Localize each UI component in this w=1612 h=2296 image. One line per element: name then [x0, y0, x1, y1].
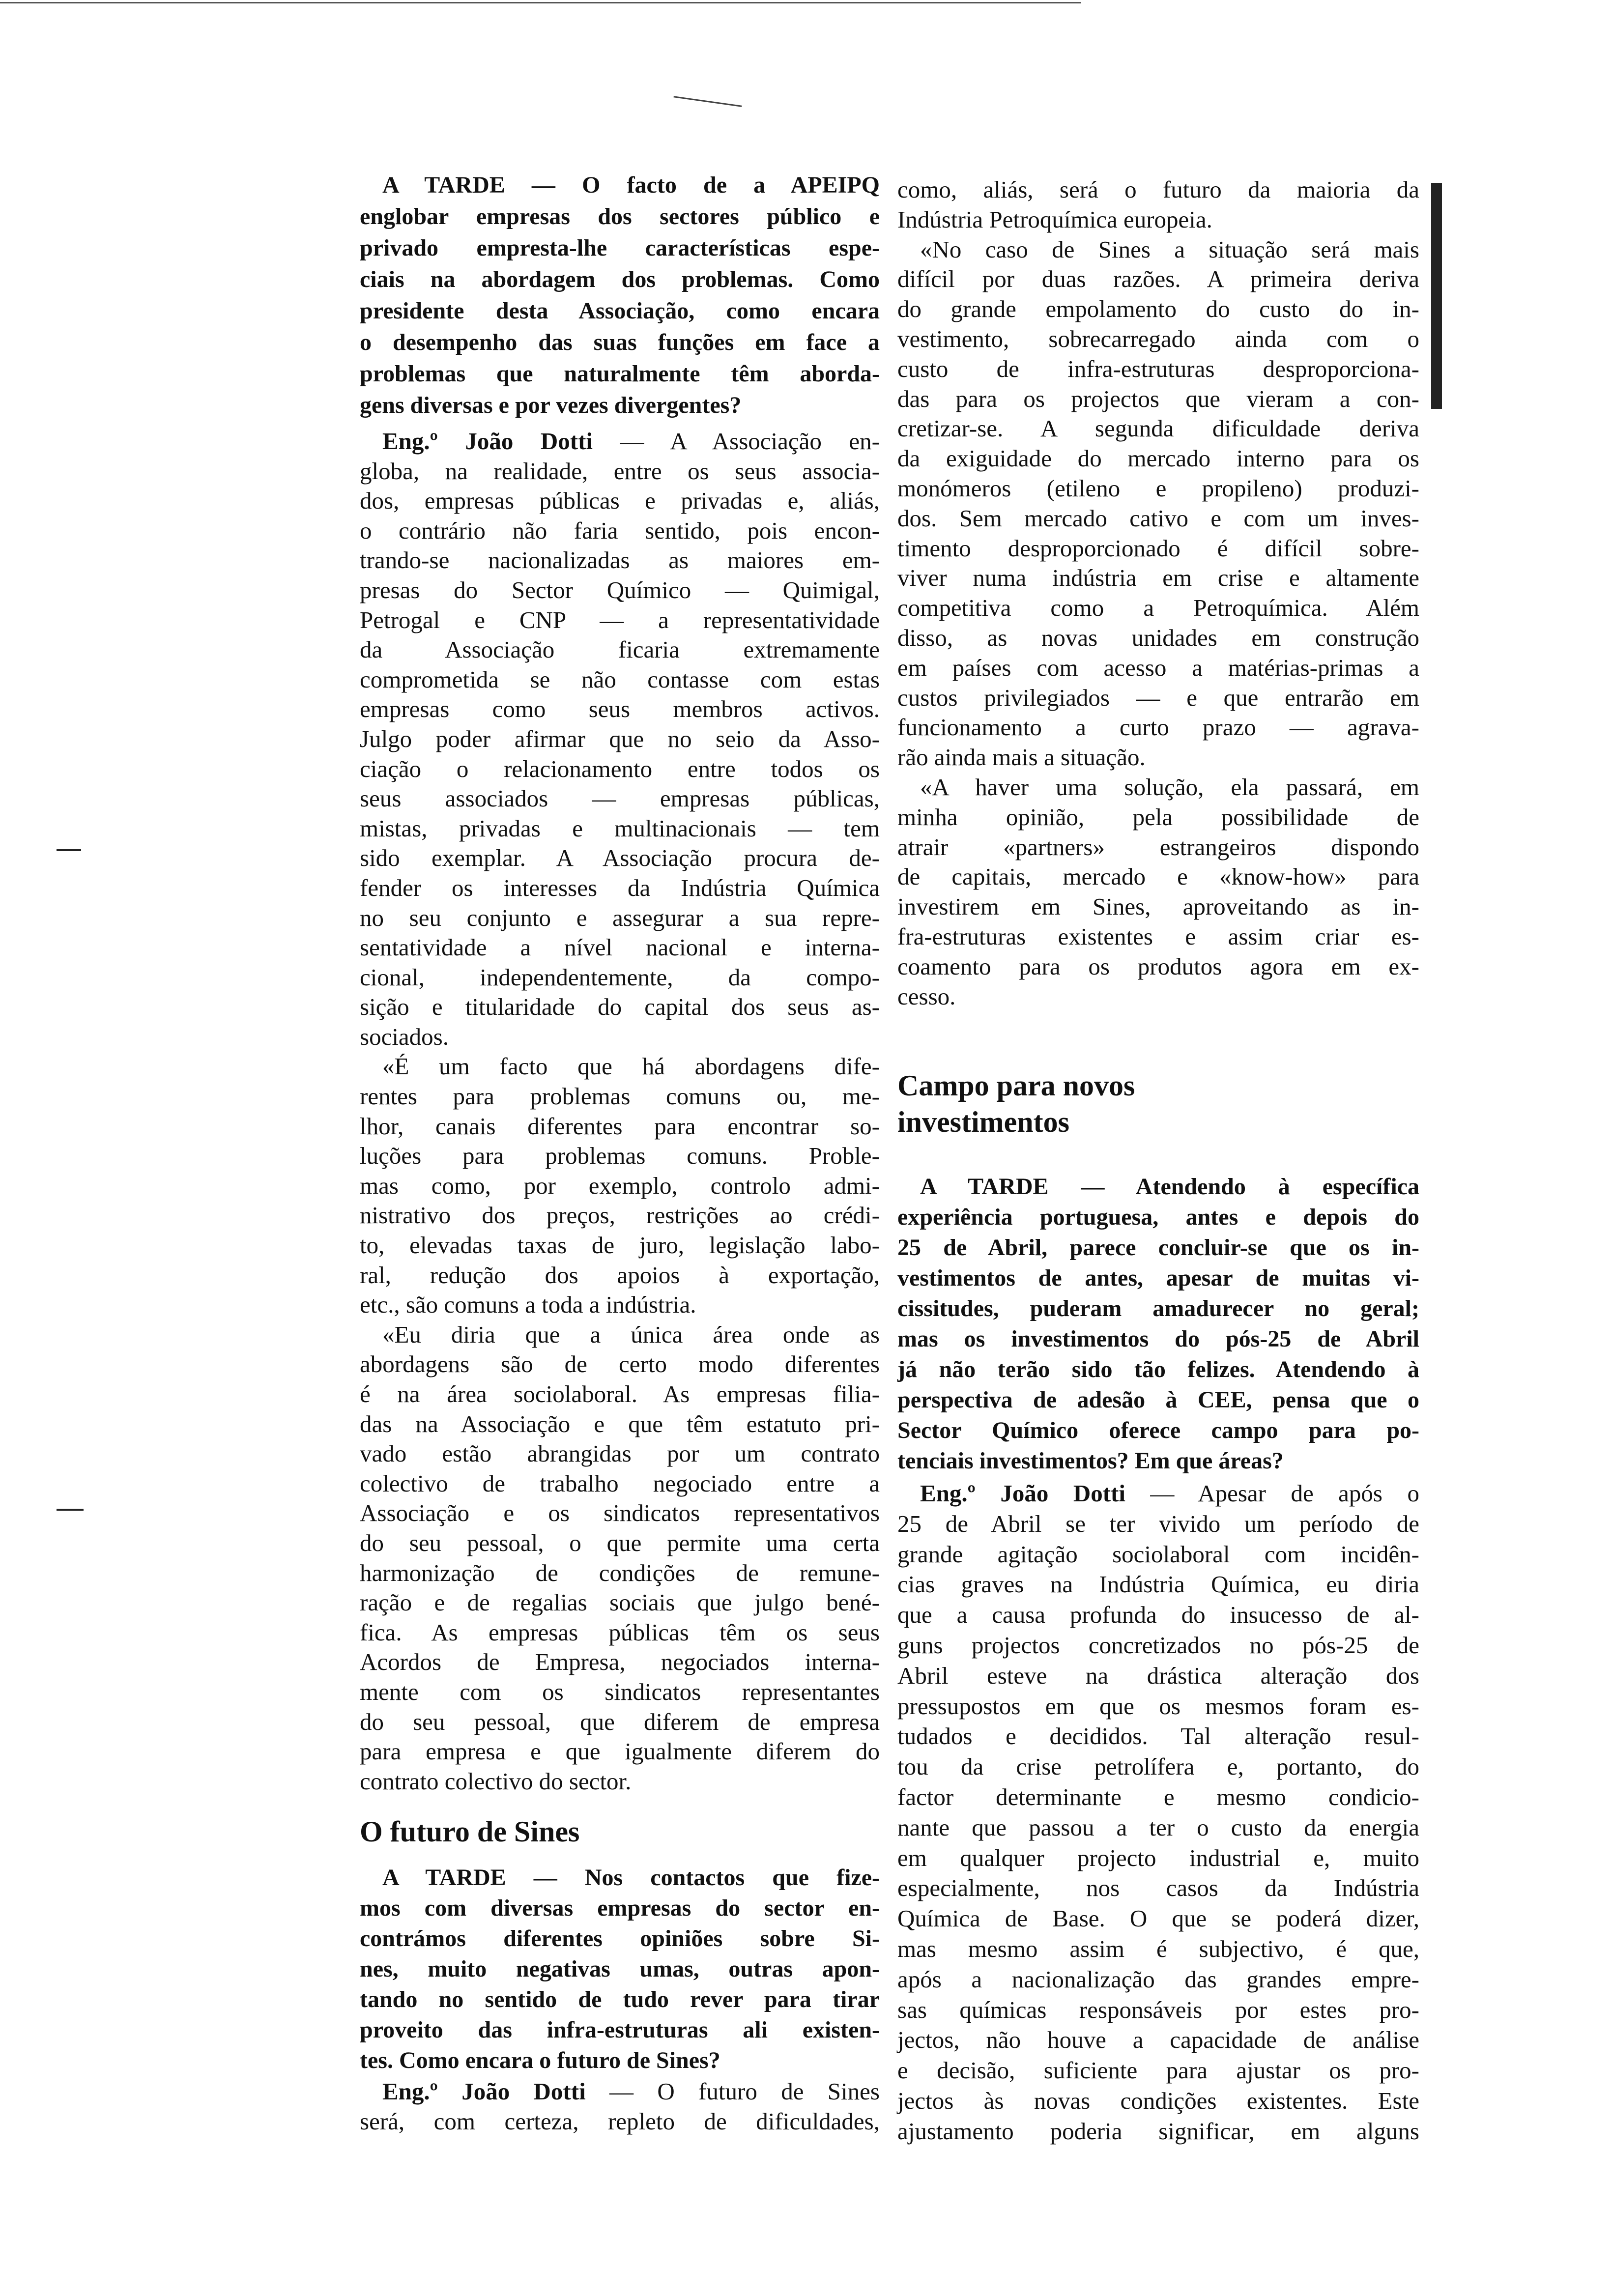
- text-line: ração e de regalias sociais que julgo bené-: [360, 1589, 880, 1616]
- text-line: em países com acesso a matérias-primas a: [897, 654, 1419, 681]
- text-line: rão ainda mais a situação.: [897, 744, 1146, 771]
- text-line: seus associados — empresas públicas,: [360, 785, 880, 812]
- text-line: problemas que naturalmente têm aborda-: [360, 361, 880, 387]
- text-line: disso, as novas unidades em construção: [897, 624, 1419, 651]
- text-line: luções para problemas comuns. Proble-: [360, 1142, 880, 1170]
- text-line: custo de infra-estruturas desproporciona-: [897, 355, 1419, 382]
- answer-paragraph: [360, 2076, 880, 2136]
- text-line: jectos, não houve a capacidade de análise: [897, 2026, 1419, 2054]
- text-line: da exiguidade do mercado interno para os: [897, 445, 1419, 472]
- right-q3: [897, 1172, 1419, 1476]
- text-line: lhor, canais diferentes para encontrar so-: [360, 1112, 880, 1140]
- text-line: [897, 1478, 1419, 1509]
- text-line: para empresa e que igualmente diferem do: [360, 1738, 880, 1765]
- heading-futuro-sines: O futuro de Sines: [360, 1815, 580, 1848]
- speaker-name: Eng.º João Dotti: [382, 428, 593, 455]
- text-line: sas químicas responsáveis por estes pro-: [897, 1996, 1419, 2023]
- text-line: Associação e os sindicatos representativos: [360, 1499, 880, 1527]
- text-line: 25 de Abril se ter vivido um período de: [897, 1510, 1419, 1537]
- text-line: «No caso de Sines a situação será mais: [920, 235, 1419, 263]
- text-line: sociados.: [360, 1023, 449, 1050]
- text-line: custos privilegiados — e que entrarão em: [897, 684, 1419, 711]
- text-line: presidente desta Associação, como encara: [360, 298, 880, 324]
- left-a2: [360, 2076, 880, 2136]
- heading-campo-investimentos: [897, 1067, 1135, 1140]
- speaker-name: Eng.º João Dotti: [382, 2078, 586, 2105]
- right-a3: [897, 1478, 1419, 2147]
- line-text: — O futuro de Sines: [585, 2078, 880, 2105]
- text-line: globa, na realidade, entre os seus associa-: [360, 457, 880, 485]
- answer-paragraph: [897, 235, 1419, 773]
- text-line: proveito das infra-estruturas ali existen-: [360, 2017, 880, 2043]
- heading-line: Campo para novos: [897, 1069, 1135, 1102]
- text-line: comprometida se não contasse com estas: [360, 665, 880, 693]
- text-line: nes, muito negativas umas, outras apon-: [360, 1956, 880, 1982]
- text-line: to, elevadas taxas de juro, legislação labo-: [360, 1232, 880, 1259]
- question-paragraph: [360, 170, 880, 421]
- question-paragraph: [897, 1172, 1419, 1476]
- text-line: coamento para os produtos agora em ex-: [897, 952, 1419, 980]
- text-line: funcionamento a curto prazo — agrava-: [897, 714, 1419, 741]
- speaker-name: Eng.º João Dotti: [920, 1480, 1125, 1507]
- text-line: mos com diversas empresas do sector en-: [360, 1895, 880, 1921]
- text-line: cional, independentemente, da compo-: [360, 963, 880, 991]
- answer-paragraph: [360, 1052, 880, 1320]
- answer-paragraph: [360, 1320, 880, 1797]
- text-line: Abril esteve na drástica alteração dos: [897, 1662, 1419, 1689]
- text-line: pressupostos em que os mesmos foram es-: [897, 1692, 1419, 1720]
- text-line: harmonização de condições de remune-: [360, 1559, 880, 1586]
- text-line: competitiva como a Petroquímica. Além: [897, 594, 1419, 622]
- text-line: «É um facto que há abordagens dife-: [382, 1053, 880, 1080]
- text-line: cesso.: [897, 982, 956, 1010]
- text-line: dos. Sem mercado cativo e com um inves-: [897, 504, 1419, 532]
- text-line: gens diversas e por vezes divergentes?: [360, 392, 742, 418]
- margin-tick: [57, 1509, 84, 1511]
- text-line: do seu pessoal, que diferem de empresa: [360, 1708, 880, 1735]
- text-line: e decisão, suficiente para ajustar os pro-: [897, 2057, 1419, 2084]
- text-line: nistrativo dos preços, restrições ao crédi-: [360, 1202, 880, 1229]
- text-line: [360, 427, 880, 457]
- text-line: da Associação ficaria extremamente: [360, 636, 880, 663]
- text-line: grande agitação sociolaboral com incidên-: [897, 1540, 1419, 1568]
- text-line: das na Associação e que têm estatuto pri-: [360, 1410, 880, 1437]
- text-line: A TARDE — O facto de a APEIPQ: [382, 172, 880, 198]
- text-line: mas os investimentos do pós-25 de Abril: [897, 1326, 1419, 1352]
- text-line: mente com os sindicatos representantes: [360, 1678, 880, 1705]
- text-line: abordagens são de certo modo diferentes: [360, 1350, 880, 1378]
- text-line: tando no sentido de tudo rever para tirar: [360, 1986, 880, 2012]
- text-line: das para os projectos que vieram a con-: [897, 385, 1419, 412]
- text-line: ajustamento poderia significar, em alguns: [897, 2117, 1419, 2145]
- text-line: rentes para problemas comuns ou, me-: [360, 1083, 880, 1110]
- text-line: será, com certeza, repleto de dificuldades,: [360, 2108, 880, 2135]
- text-line: colectivo de trabalho negociado entre a: [360, 1469, 880, 1497]
- left-q2: [360, 1863, 880, 2076]
- text-line: ciais na abordagem dos problemas. Como: [360, 266, 880, 292]
- text-line: cretizar-se. A segunda dificuldade deriva: [897, 415, 1419, 442]
- text-line: Química de Base. O que se poderá dizer,: [897, 1905, 1419, 1932]
- text-line: vestimento, sobrecarregado ainda com o: [897, 325, 1419, 352]
- left-q1: [360, 170, 880, 421]
- text-line: «Eu diria que a única área onde as: [382, 1320, 880, 1348]
- text-line: presas do Sector Químico — Quimigal,: [360, 576, 880, 603]
- text-line: como, aliás, será o futuro da maioria da: [897, 176, 1419, 203]
- text-line: monómeros (etileno e propileno) produzi-: [897, 474, 1419, 502]
- text-line: fra-estruturas existentes e assim criar es-: [897, 922, 1419, 950]
- text-line: Acordos de Empresa, negociados interna-: [360, 1648, 880, 1676]
- text-line: cias graves na Indústria Química, eu diria: [897, 1571, 1419, 1598]
- text-line: factor determinante e mesmo condicio-: [897, 1783, 1419, 1810]
- text-line: minha opinião, pela possibilidade de: [897, 803, 1419, 831]
- text-line: nante que passou a ter o custo da energia: [897, 1813, 1419, 1841]
- text-line: mistas, privadas e multinacionais — tem: [360, 814, 880, 842]
- text-line: tenciais investimentos? Em que áreas?: [897, 1448, 1284, 1474]
- scan-mark-top: [673, 96, 742, 107]
- text-line: de capitais, mercado e «know-how» para: [897, 863, 1419, 890]
- text-line: ral, redução dos apoios à exportação,: [360, 1261, 880, 1289]
- text-line: 25 de Abril, parece concluir-se que os in-: [897, 1234, 1419, 1261]
- text-line: englobar empresas dos sectores público e: [360, 203, 880, 230]
- text-line: fender os interesses da Indústria Química: [360, 874, 880, 901]
- text-line: mas como, por exemplo, controlo admi-: [360, 1172, 880, 1199]
- text-line: contrato colectivo do sector.: [360, 1767, 632, 1795]
- text-line: mas mesmo assim é subjectivo, é que,: [897, 1935, 1419, 1962]
- answer-paragraph: [360, 427, 880, 1052]
- text-line: em qualquer projecto industrial e, muito: [897, 1844, 1419, 1871]
- text-line: tou da crise petrolífera e, portanto, do: [897, 1753, 1419, 1780]
- text-line: o contrário não faria sentido, pois encon-: [360, 517, 880, 544]
- text-line: privado empresta-lhe características espe-: [360, 235, 880, 261]
- line-text: — Apesar de após o: [1125, 1480, 1419, 1507]
- line-text: — A Associação en-: [593, 428, 880, 455]
- text-line: ciação o relacionamento entre todos os: [360, 755, 880, 782]
- text-line: tudados e decididos. Tal alteração resul-: [897, 1722, 1419, 1750]
- text-line: A TARDE — Atendendo à específica: [920, 1174, 1419, 1200]
- text-line: cissitudes, puderam amadurecer no geral;: [897, 1295, 1419, 1321]
- text-line: atrair «partners» estrangeiros dispondo: [897, 833, 1419, 861]
- text-line: do seu pessoal, o que permite uma certa: [360, 1529, 880, 1556]
- text-line: vestimentos de antes, apesar de muitas vi-: [897, 1265, 1419, 1291]
- left-a1: [360, 427, 880, 1796]
- text-line: após a nacionalização das grandes empre-: [897, 1965, 1419, 1993]
- text-line: que a causa profunda do insucesso de al-: [897, 1601, 1419, 1629]
- text-line: jectos às novas condições existentes. Este: [897, 2087, 1419, 2114]
- scan-rule-top: [0, 2, 1081, 3]
- text-line: Julgo poder afirmar que no seio da Asso-: [360, 725, 880, 752]
- text-line: já não terão sido tão felizes. Atendendo à: [897, 1356, 1419, 1382]
- text-line: o desempenho das suas funções em face a: [360, 329, 880, 355]
- text-line: viver numa indústria em crise e altamente: [897, 564, 1419, 592]
- text-line: «A haver uma solução, ela passará, em: [920, 773, 1419, 801]
- text-line: experiência portuguesa, antes e depois do: [897, 1204, 1419, 1230]
- text-line: difícil por duas razões. A primeira deriva: [897, 265, 1419, 293]
- text-line: tes. Como encara o futuro de Sines?: [360, 2047, 720, 2073]
- text-line: especialmente, nos casos da Indústria: [897, 1874, 1419, 1902]
- text-line: fica. As empresas públicas têm os seus: [360, 1618, 880, 1646]
- answer-paragraph: [897, 1478, 1419, 2147]
- text-line: dos, empresas públicas e privadas e, aliás,: [360, 487, 880, 515]
- text-line: Sector Químico oferece campo para po-: [897, 1417, 1419, 1443]
- text-line: no seu conjunto e assegurar a sua repre-: [360, 904, 880, 931]
- text-line: sentatividade a nível nacional e interna-: [360, 934, 880, 961]
- text-line: empresas como seus membros activos.: [360, 695, 880, 723]
- text-line: é na área sociolaboral. As empresas filia-: [360, 1380, 880, 1407]
- text-line: etc., são comuns a toda a indústria.: [360, 1291, 696, 1319]
- answer-paragraph: [897, 773, 1419, 1011]
- margin-bar: [1431, 183, 1442, 409]
- text-line: Indústria Petroquímica europeia.: [897, 205, 1212, 233]
- text-line: vado estão abrangidas por um contrato: [360, 1440, 880, 1467]
- heading-line: investimentos: [897, 1106, 1069, 1138]
- question-paragraph: [360, 1863, 880, 2076]
- text-line: investirem em Sines, aproveitando as in-: [897, 893, 1419, 920]
- text-line: timento desproporcionado é difícil sobre-: [897, 534, 1419, 562]
- margin-tick: [57, 849, 81, 851]
- text-line: contrámos diferentes opiniões sobre Si-: [360, 1925, 880, 1952]
- answer-paragraph: [897, 175, 1419, 235]
- text-line: trando-se nacionalizadas as maiores em-: [360, 546, 880, 574]
- text-line: guns projectos concretizados no pós-25 de: [897, 1631, 1419, 1659]
- text-line: perspectiva de adesão à CEE, pensa que o: [897, 1387, 1419, 1413]
- text-line: A TARDE — Nos contactos que fize-: [382, 1865, 880, 1891]
- text-line: sido exemplar. A Associação procura de-: [360, 844, 880, 872]
- text-line: do grande empolamento do custo do in-: [897, 295, 1419, 323]
- right-a-cont: [897, 175, 1419, 1011]
- text-line: Petrogal e CNP — a representatividade: [360, 606, 880, 633]
- text-line: [360, 2076, 880, 2106]
- text-line: sição e titularidade do capital dos seus as-: [360, 993, 880, 1021]
